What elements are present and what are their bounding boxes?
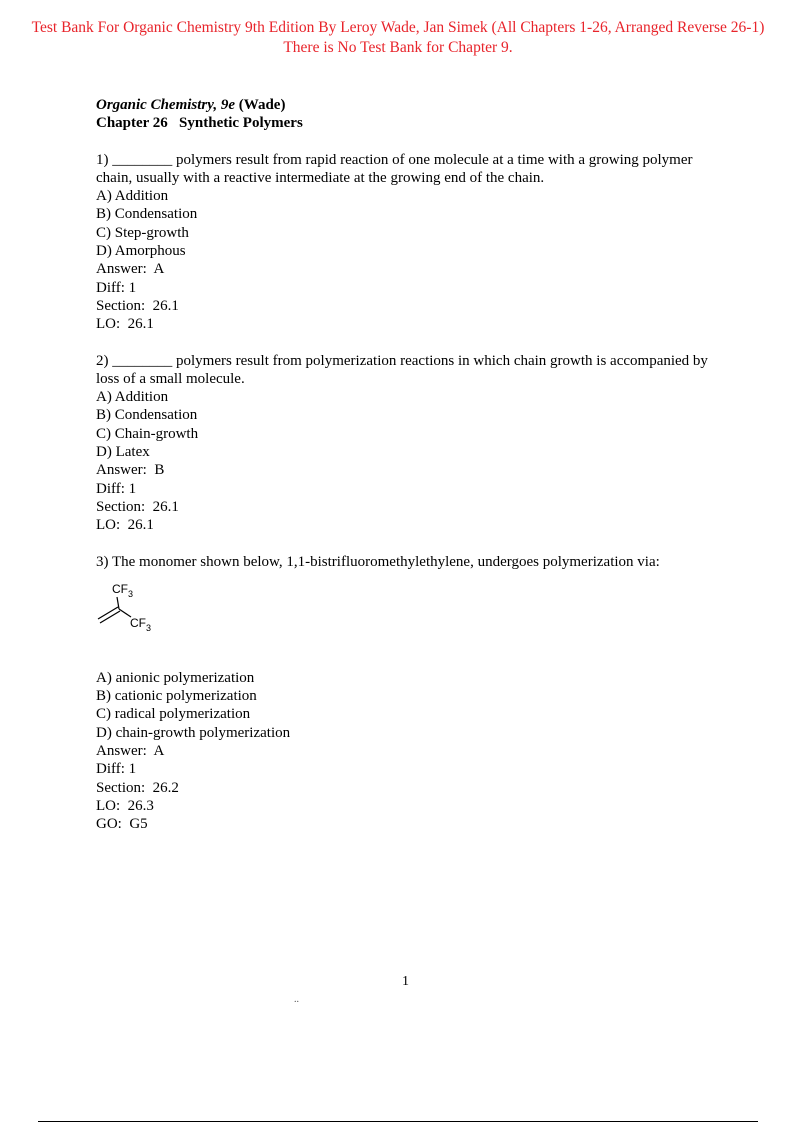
option-c: C) Chain-growth: [96, 425, 199, 442]
option-d: D) chain-growth polymerization: [96, 724, 291, 741]
monomer-structure: [96, 579, 716, 657]
question-2: [96, 352, 716, 535]
difficulty: Diff: 1: [96, 480, 137, 497]
cf3-top-text: $CF_3$: [112, 581, 134, 599]
book-author: (Wade): [235, 97, 286, 113]
section: Section: 26.2: [96, 779, 179, 796]
test-bank-banner: [0, 18, 796, 58]
option-b: B) Condensation: [96, 206, 198, 223]
footer-dots: ..: [294, 994, 299, 1005]
option-c: C) Step-growth: [96, 224, 189, 241]
section: Section: 26.1: [96, 297, 179, 314]
book-title-line: [96, 96, 716, 114]
question-1: [96, 151, 716, 334]
option-a: A) anionic polymerization: [96, 669, 255, 686]
answer: Answer: A: [96, 261, 165, 278]
book-title: Organic Chemistry, 9e: [96, 97, 236, 113]
cf3-bottom-text: $CF_3$: [130, 615, 152, 633]
option-a: A) Addition: [96, 188, 169, 205]
learning-objective: LO: 26.1: [96, 316, 154, 333]
question-3: [96, 553, 716, 834]
option-b: B) Condensation: [96, 407, 198, 424]
monomer-structure-drawing: [96, 579, 216, 657]
banner-line-2: There is No Test Bank for Chapter 9.: [283, 39, 513, 56]
difficulty: Diff: 1: [96, 279, 137, 296]
chapter-title: Chapter 26 Synthetic Polymers: [96, 115, 303, 132]
option-b: B) cationic polymerization: [96, 688, 257, 705]
option-d: D) Latex: [96, 444, 150, 461]
difficulty: Diff: 1: [96, 761, 137, 778]
answer: Answer: A: [96, 743, 165, 760]
option-d: D) Amorphous: [96, 243, 186, 260]
option-c: C) radical polymerization: [96, 706, 251, 723]
cf3-label-top: [112, 582, 133, 599]
book-header: [96, 96, 716, 133]
footer-rule: [38, 1121, 758, 1122]
question-stem: 2) ________ polymers result from polymerization reactions in which chain growth is accompanied by loss of a small molecule.: [96, 352, 708, 387]
section: Section: 26.1: [96, 498, 179, 515]
learning-objective: LO: 26.3: [96, 797, 154, 814]
cf3-label-bottom: [130, 616, 151, 633]
learning-objective: LO: 26.1: [96, 517, 154, 534]
option-a: A) Addition: [96, 389, 169, 406]
question-stem: 1) ________ polymers result from rapid reaction of one molecule at a time with a growing polymer chain, usually with a reactive intermediate at the growing end of the chain.: [96, 151, 693, 186]
banner-line-1: Test Bank For Organic Chemistry 9th Edition By Leroy Wade, Jan Simek (All Chapters 1-26, Arranged Reverse 26-1): [31, 19, 765, 36]
document-body: [96, 96, 716, 834]
question-stem: 3) The monomer shown below, 1,1-bistrifluoromethylethylene, undergoes polymerization via:: [96, 553, 660, 570]
answer: Answer: B: [96, 462, 165, 479]
page-number: 1: [402, 974, 409, 989]
general-outcome: GO: G5: [96, 816, 148, 833]
